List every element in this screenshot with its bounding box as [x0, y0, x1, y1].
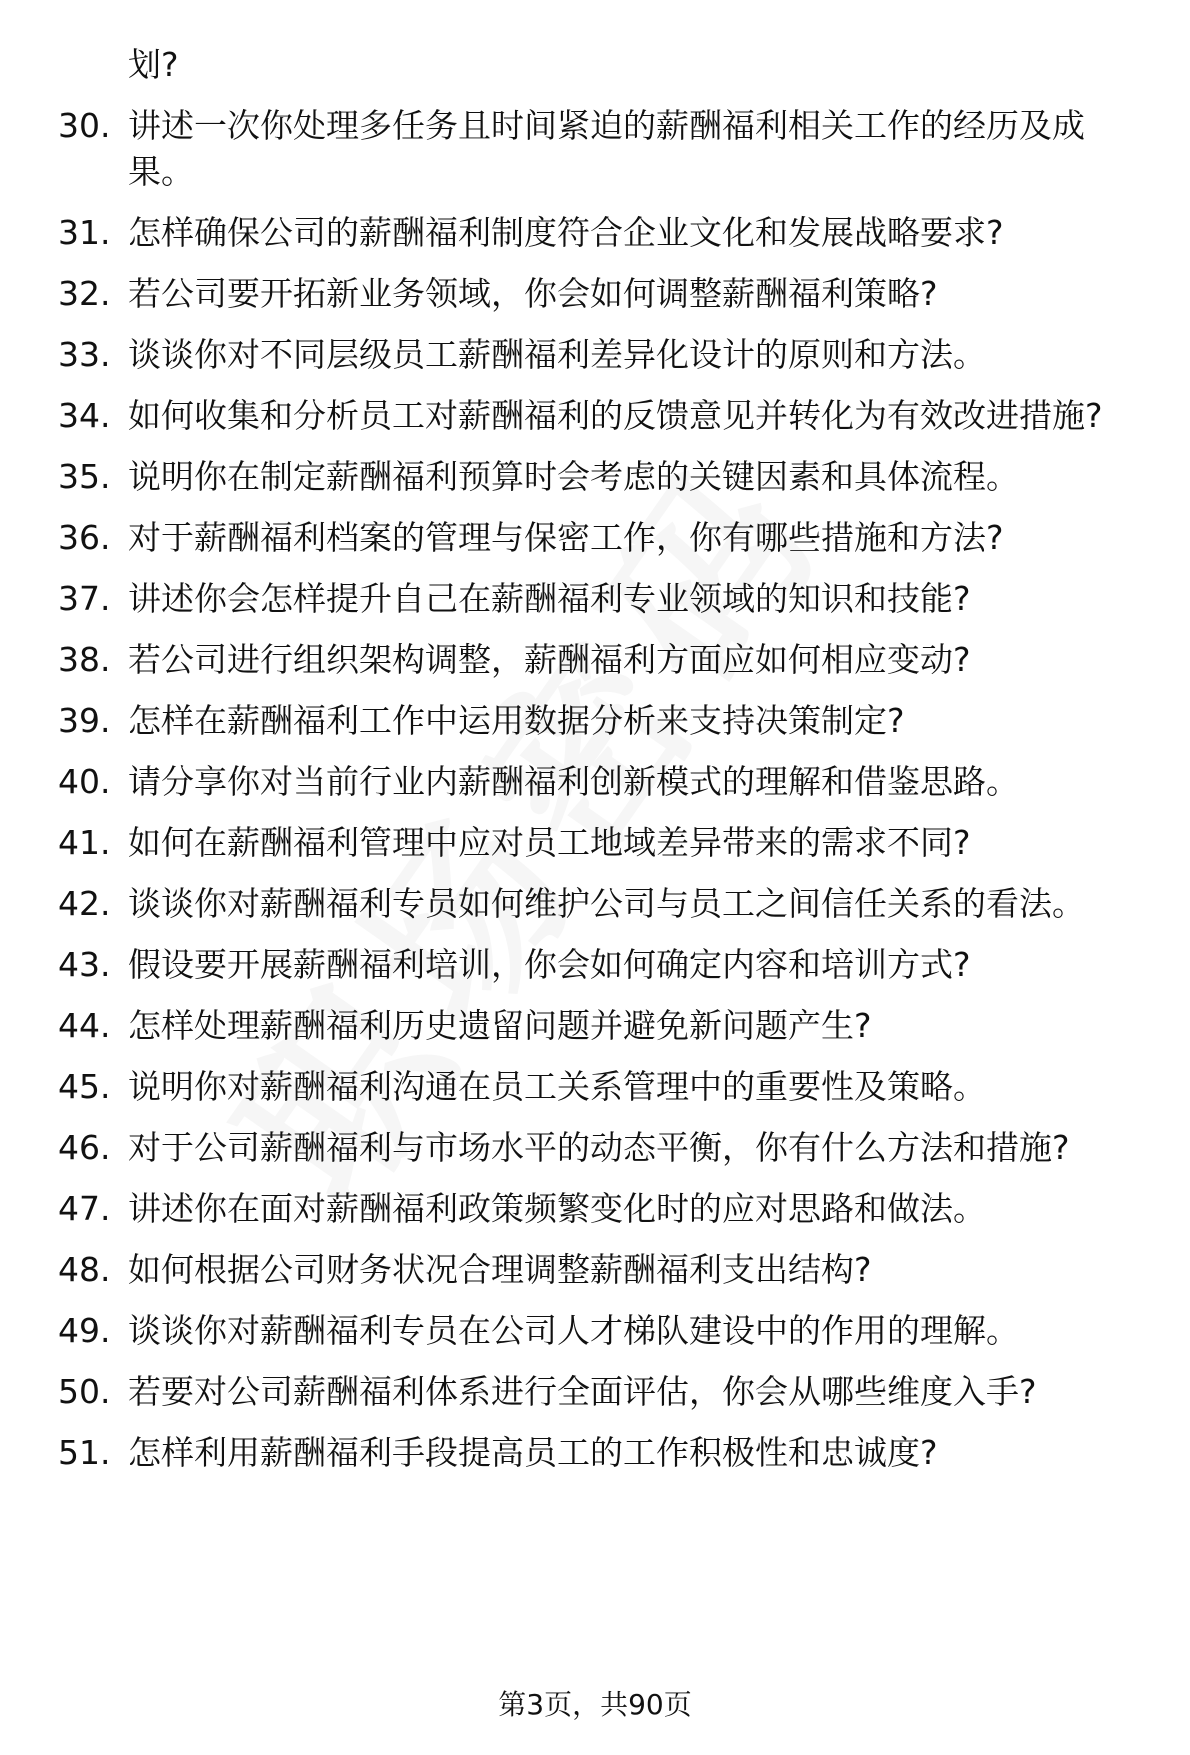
question-item — [0, 1186, 1190, 1232]
question-number: 42. — [58, 884, 111, 923]
question-item — [0, 393, 1190, 439]
question-text: 谈谈你对薪酬福利专员在公司人才梯队建设中的作用的理解。 — [128, 1311, 1019, 1350]
question-item — [0, 1003, 1190, 1049]
question-number: 50. — [58, 1372, 111, 1411]
question-text: 若公司要开拓新业务领域，你会如何调整薪酬福利策略? — [128, 274, 938, 313]
question-item — [0, 332, 1190, 378]
question-text: 怎样利用薪酬福利手段提高员工的工作积极性和忠诚度? — [128, 1433, 938, 1472]
question-text: 如何在薪酬福利管理中应对员工地域差异带来的需求不同? — [128, 823, 971, 862]
question-text: 请分享你对当前行业内薪酬福利创新模式的理解和借鉴思路。 — [128, 762, 1019, 801]
question-text: 假设要开展薪酬福利培训，你会如何确定内容和培训方式? — [128, 945, 971, 984]
question-number: 39. — [58, 701, 111, 740]
question-item — [0, 576, 1190, 622]
question-number: 35. — [58, 457, 111, 496]
question-item — [0, 1125, 1190, 1171]
question-item — [0, 1064, 1190, 1110]
question-text: 对于公司薪酬福利与市场水平的动态平衡，你有什么方法和措施? — [128, 1128, 1070, 1167]
question-number: 45. — [58, 1067, 111, 1106]
question-item — [0, 759, 1190, 805]
question-text: 如何根据公司财务状况合理调整薪酬福利支出结构? — [128, 1250, 872, 1289]
question-item — [0, 881, 1190, 927]
question-number: 44. — [58, 1006, 111, 1045]
question-text: 谈谈你对薪酬福利专员如何维护公司与员工之间信任关系的看法。 — [128, 884, 1085, 923]
question-item — [0, 820, 1190, 866]
question-number: 40. — [58, 762, 111, 801]
question-item — [0, 1247, 1190, 1293]
question-item — [0, 271, 1190, 317]
question-item — [0, 515, 1190, 561]
question-text: 说明你对薪酬福利沟通在员工关系管理中的重要性及策略。 — [128, 1067, 986, 1106]
question-text: 讲述一次你处理多任务且时间紧迫的薪酬福利相关工作的经历及成果。 — [128, 106, 1085, 191]
question-text: 说明你在制定薪酬福利预算时会考虑的关键因素和具体流程。 — [128, 457, 1019, 496]
question-text: 怎样确保公司的薪酬福利制度符合企业文化和发展战略要求? — [128, 213, 1004, 252]
question-item — [0, 698, 1190, 744]
question-number: 41. — [58, 823, 111, 862]
question-item — [0, 210, 1190, 256]
page-footer — [0, 1685, 1190, 1725]
question-text: 讲述你在面对薪酬福利政策频繁变化时的应对思路和做法。 — [128, 1189, 986, 1228]
question-number: 49. — [58, 1311, 111, 1350]
question-number: 30. — [58, 106, 111, 145]
question-number: 48. — [58, 1250, 111, 1289]
question-text: 如何收集和分析员工对薪酬福利的反馈意见并转化为有效改进措施? — [128, 396, 1103, 435]
question-text: 讲述你会怎样提升自己在薪酬福利专业领域的知识和技能? — [128, 579, 971, 618]
question-item — [0, 42, 1190, 88]
page-number: 第3页，共90页 — [498, 1688, 692, 1721]
question-item — [0, 942, 1190, 988]
question-text: 怎样处理薪酬福利历史遗留问题并避免新问题产生? — [128, 1006, 872, 1045]
question-number: 47. — [58, 1189, 111, 1228]
question-item — [0, 637, 1190, 683]
question-number: 51. — [58, 1433, 111, 1472]
question-number: 33. — [58, 335, 111, 374]
question-number: 43. — [58, 945, 111, 984]
question-text: 谈谈你对不同层级员工薪酬福利差异化设计的原则和方法。 — [128, 335, 986, 374]
question-text: 对于薪酬福利档案的管理与保密工作，你有哪些措施和方法? — [128, 518, 1004, 557]
question-item — [0, 1308, 1190, 1354]
question-number: 31. — [58, 213, 111, 252]
question-item — [0, 1430, 1190, 1476]
question-number: 46. — [58, 1128, 111, 1167]
question-number: 32. — [58, 274, 111, 313]
question-text: 划? — [128, 45, 179, 84]
question-number: 34. — [58, 396, 111, 435]
question-number: 37. — [58, 579, 111, 618]
question-item — [0, 454, 1190, 500]
question-item — [0, 103, 1190, 195]
question-text: 怎样在薪酬福利工作中运用数据分析来支持决策制定? — [128, 701, 905, 740]
question-text: 若公司进行组织架构调整，薪酬福利方面应如何相应变动? — [128, 640, 971, 679]
question-list — [0, 42, 1190, 1491]
question-number: 36. — [58, 518, 111, 557]
question-item — [0, 1369, 1190, 1415]
question-text: 若要对公司薪酬福利体系进行全面评估，你会从哪些维度入手? — [128, 1372, 1037, 1411]
question-number: 38. — [58, 640, 111, 679]
